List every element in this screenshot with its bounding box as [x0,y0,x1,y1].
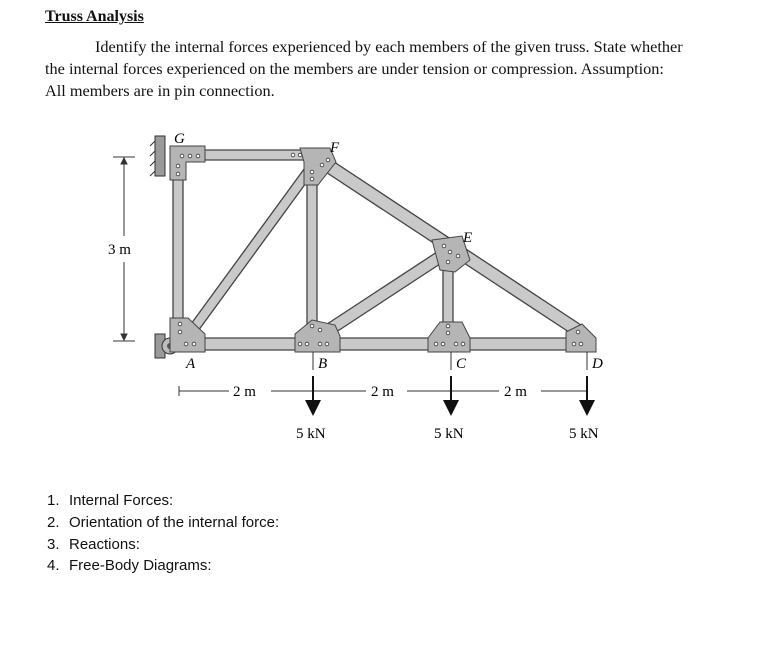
gusset-g [170,146,205,180]
joint-a-label: A [186,356,196,372]
member-be [318,250,446,340]
span-label-3: 2 m [504,384,527,400]
page-title: Truss Analysis [45,8,144,25]
span-label-2: 2 m [371,384,394,400]
member-abcd [173,338,592,350]
list-item: 3. Reactions: [47,535,140,553]
joint-e-label: E [463,230,473,246]
member-af [183,165,314,342]
joint-b-label-box [313,352,327,372]
bolts [176,153,583,346]
joint-d-label-box [587,352,603,372]
joint-d-label: D [592,356,603,372]
list-item: 2. Orientation of the internal force: [47,513,280,531]
joint-c-label-box [451,352,467,372]
wall-support-g [150,136,165,176]
list-item: 1. Internal Forces: [47,492,174,509]
gusset-b [295,320,340,352]
load-arrows [313,376,587,414]
joint-b-label: B [318,356,328,372]
list-item: 4. Free-Body Diagrams: [47,557,212,575]
load-label-c: 5 kN [434,426,464,442]
truss-members [173,150,592,350]
joint-c-label: C [456,356,467,372]
load-label-d: 5 kN [569,426,599,442]
load-label-b: 5 kN [296,426,326,442]
gusset-plates [170,146,596,352]
joint-g-label: G [174,131,185,147]
joint-f-label: F [330,140,340,156]
span-label-1: 2 m [233,384,256,400]
question-list [47,490,279,577]
height-label: 3 m [108,242,131,258]
instructions-text: Identify the internal forces experienced by each members of the given truss. State whether the internal forces experienced on the members are under tension or compression. Assumption: All members are in pin connection. [45,37,683,100]
